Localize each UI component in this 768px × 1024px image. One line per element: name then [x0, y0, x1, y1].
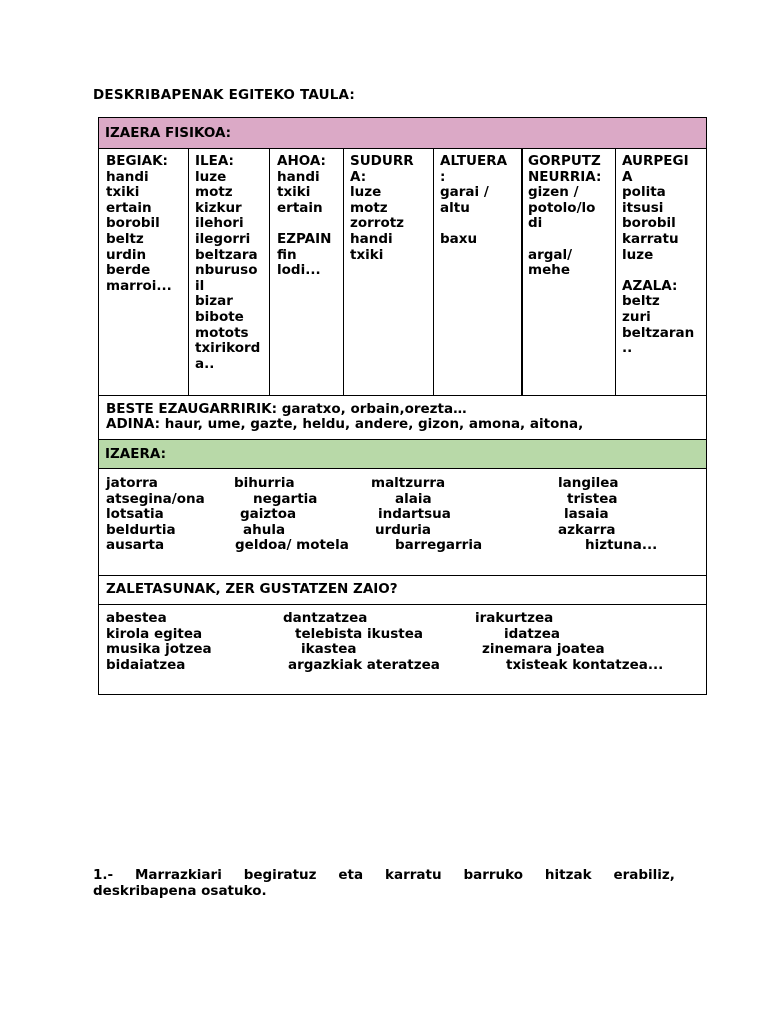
feature-word: ..: [622, 340, 633, 357]
feature-word: AURPEGI: [622, 153, 689, 169]
feature-word: motz: [195, 184, 233, 201]
izaera-word: bihurria: [234, 475, 295, 491]
izaera-word: alaia: [395, 490, 432, 507]
feature-word: di: [528, 215, 543, 232]
feature-word: txiki: [106, 184, 140, 201]
izaera-word: tristea: [567, 490, 618, 507]
feature-word: garai /: [440, 184, 489, 201]
izaera-word: negartia: [253, 490, 318, 507]
izaera-word: atsegina/ona: [106, 490, 205, 507]
hobby-word: idatzea: [504, 625, 560, 642]
exercise-word: barruko: [463, 867, 524, 883]
exercise-word: 1.-: [93, 867, 114, 883]
description-table: [98, 117, 707, 695]
feature-word: karratu: [622, 230, 679, 247]
feature-word: :: [440, 168, 446, 185]
column-gorputz-neurria: [528, 154, 601, 279]
hobby-word: bidaiatzea: [106, 656, 186, 673]
feature-word: baxu: [440, 230, 478, 247]
exercise-line-1: [93, 868, 675, 884]
izaera-word: gaiztoa: [240, 506, 297, 523]
exercise-line-2: deskribapena osatuko.: [93, 882, 267, 899]
feature-word: il: [195, 277, 205, 294]
exercise-word: begiratuz: [243, 867, 317, 883]
feature-word: argal/: [528, 246, 573, 263]
izaera-word: ausarta: [106, 537, 165, 554]
hobby-word: abestea: [106, 610, 167, 626]
feature-word: beltzara: [195, 246, 258, 263]
hobby-word: ikastea: [301, 641, 357, 658]
feature-word: A:: [350, 168, 367, 185]
izaera-word: barregarria: [395, 537, 483, 554]
feature-word: [528, 232, 601, 248]
feature-word: zorrotz: [350, 215, 405, 232]
hobby-word: irakurtzea: [475, 610, 554, 626]
hobby-word: dantzatzea: [283, 610, 368, 626]
exercise-word: Marrazkiari: [135, 867, 222, 883]
exercise-word: hitzak: [544, 867, 592, 883]
zaletasunak-header: ZALETASUNAK, ZER GUSTATZEN ZAIO?: [106, 581, 398, 597]
hobby-word: txisteak kontatzea...: [506, 656, 664, 673]
feature-word: handi: [106, 168, 149, 185]
feature-word: luze: [622, 246, 654, 263]
feature-word: A: [622, 168, 633, 185]
izaera-word: maltzurra: [371, 475, 446, 491]
feature-word: borobil: [106, 215, 160, 232]
feature-word: beltzaran: [622, 324, 695, 341]
feature-word: [440, 216, 507, 232]
feature-word: [622, 263, 694, 279]
feature-word: ilehori: [195, 215, 244, 232]
feature-word: txirikord: [195, 340, 261, 357]
feature-word: motz: [350, 199, 388, 216]
exercise-word: eta: [338, 867, 364, 883]
feature-word: SUDURR: [350, 153, 414, 169]
feature-word: fin: [277, 246, 297, 263]
adina: ADINA: haur, ume, gazte, heldu, andere, gizon, amona, aitona,: [106, 416, 584, 432]
feature-word: ALTUERA: [440, 153, 508, 169]
izaera-word: hiztuna...: [585, 537, 658, 554]
izaera-word: langilea: [558, 475, 619, 491]
hobby-word: kirola egitea: [106, 625, 203, 642]
exercise-word: karratu: [385, 867, 442, 883]
feature-word: GORPUTZ: [528, 153, 601, 169]
feature-word: luze: [195, 168, 227, 185]
izaera-word: lotsatia: [106, 506, 164, 523]
feature-word: nburuso: [195, 262, 258, 279]
feature-word: kizkur: [195, 199, 242, 216]
feature-word: txiki: [350, 246, 384, 263]
feature-word: motots: [195, 324, 249, 341]
feature-word: EZPAIN: [277, 230, 332, 247]
exercise-instruction: [93, 868, 675, 899]
feature-word: itsusi: [622, 199, 664, 216]
feature-word: beltz: [106, 230, 144, 247]
feature-word: handi: [277, 168, 320, 185]
feature-word: txiki: [277, 184, 311, 201]
feature-word: borobil: [622, 215, 676, 232]
exercise-word: erabiliz,: [613, 867, 675, 883]
column-ahoa: [277, 154, 331, 279]
feature-word: urdin: [106, 246, 147, 263]
izaera-word: geldoa/ motela: [235, 537, 349, 554]
feature-word: berde: [106, 262, 151, 279]
feature-word: handi: [350, 230, 393, 247]
izaera-fisikoa-header: [99, 118, 706, 148]
izaera-word: indartsua: [378, 506, 451, 523]
feature-word: mehe: [528, 262, 570, 279]
feature-word: AZALA:: [622, 277, 678, 294]
feature-word: NEURRIA:: [528, 168, 602, 185]
feature-word: potolo/lo: [528, 199, 596, 216]
hobby-word: musika jotzea: [106, 641, 212, 658]
izaera-fisikoa-title: IZAERA FISIKOA:: [105, 125, 232, 141]
page-title: DESKRIBAPENAK EGITEKO TAULA:: [93, 87, 356, 103]
izaera-word: lasaia: [564, 506, 609, 523]
izaera-header: [99, 440, 706, 468]
feature-word: bibote: [195, 308, 244, 325]
izaera-word: azkarra: [558, 521, 616, 538]
feature-word: gizen /: [528, 184, 579, 201]
hobby-word: telebista ikustea: [295, 625, 423, 642]
izaera-word: jatorra: [106, 475, 158, 491]
feature-word: [277, 216, 331, 232]
izaera-word: urduria: [375, 521, 431, 538]
feature-word: AHOA:: [277, 153, 326, 169]
feature-word: zuri: [622, 308, 651, 325]
feature-word: ilegorri: [195, 230, 251, 247]
feature-word: marroi...: [106, 277, 172, 294]
feature-word: polita: [622, 184, 666, 201]
feature-word: a..: [195, 355, 215, 372]
beste-ezaugarririk: BESTE EZAUGARRIRIK: garatxo, orbain,orezta…: [106, 401, 467, 417]
feature-word: luze: [350, 184, 382, 201]
feature-word: ILEA:: [195, 153, 234, 169]
feature-word: altu: [440, 199, 470, 216]
column-begiak: [106, 154, 172, 294]
feature-word: beltz: [622, 293, 660, 310]
feature-word: BEGIAK:: [106, 153, 168, 169]
feature-word: bizar: [195, 293, 233, 310]
hobby-word: argazkiak ateratzea: [288, 656, 440, 673]
column-ilea: [195, 154, 260, 372]
izaera-title: IZAERA:: [105, 446, 166, 462]
feature-word: ertain: [277, 199, 323, 216]
feature-word: lodi...: [277, 262, 321, 279]
izaera-word: ahula: [243, 521, 286, 538]
feature-word: ertain: [106, 199, 152, 216]
column-altuera: [440, 154, 507, 248]
column-sudurra: [350, 154, 414, 263]
hobby-word: zinemara joatea: [482, 641, 605, 658]
column-aurpegia: [622, 154, 694, 357]
izaera-word: beldurtia: [106, 521, 176, 538]
